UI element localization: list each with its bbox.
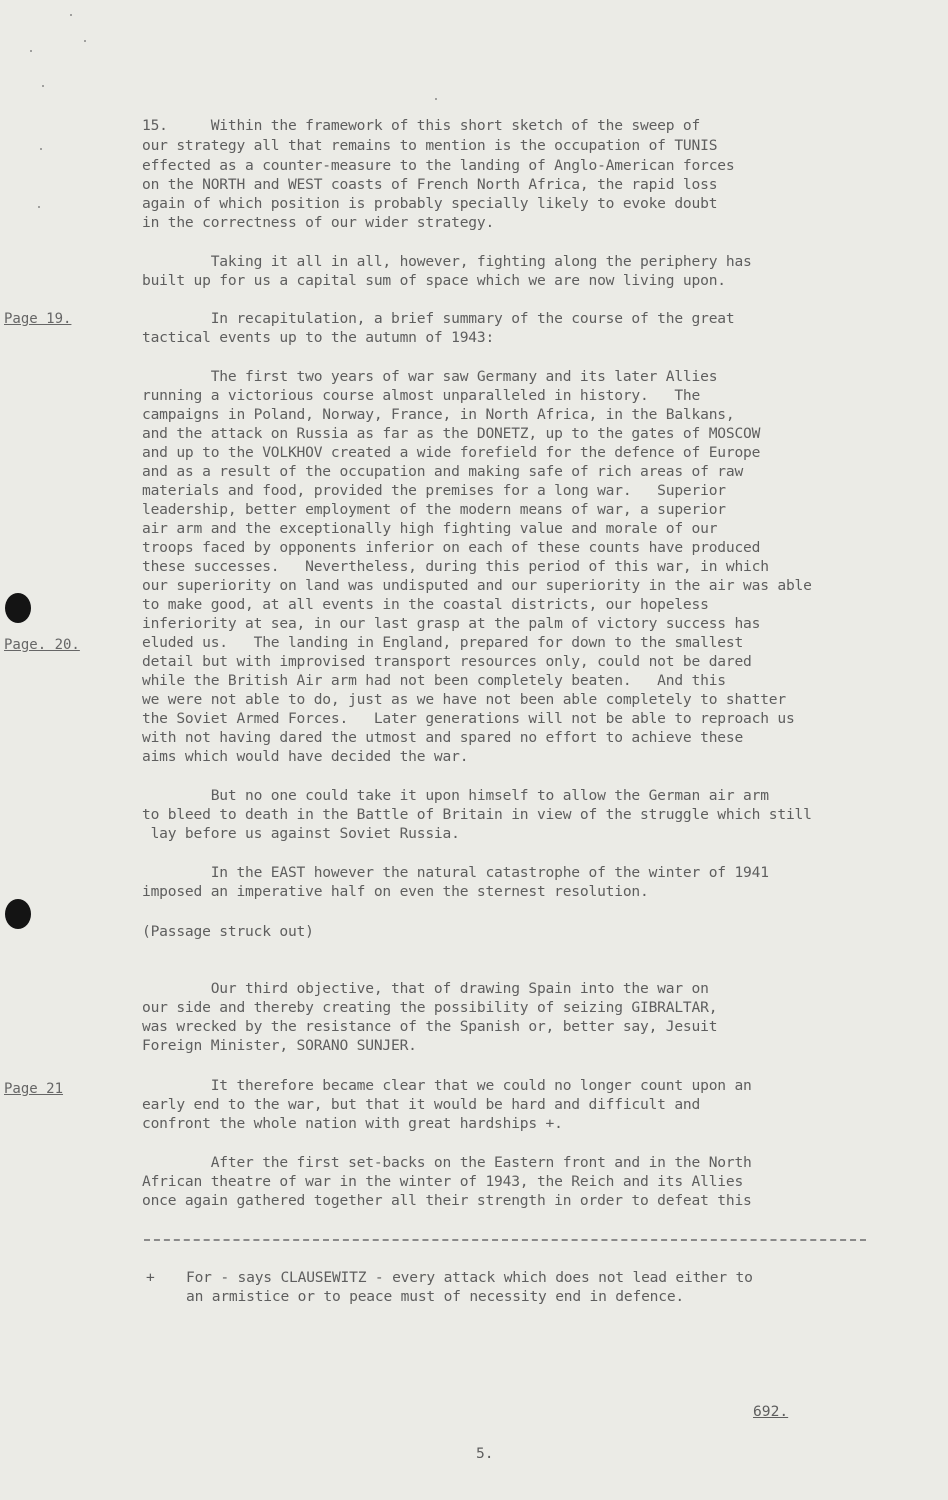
page-number: 5. [476,1445,494,1462]
text-line: these successes. Nevertheless, during this period of this war, in which [142,558,769,575]
text-line: and up to the VOLKHOV created a wide forefield for the defence of Europe [142,444,761,461]
margin-page-20: Page. 20. [4,637,80,653]
text-line: African theatre of war in the winter of 1943, the Reich and its Allies [142,1173,744,1190]
punch-hole-upper [5,593,31,623]
text-line: troops faced by opponents inferior on each of these counts have produced [142,539,761,556]
footnote-line: an armistice or to peace must of necessity end in defence. [186,1288,684,1305]
speck [40,148,42,150]
text-line: running a victorious course almost unparalleled in history. The [142,387,701,404]
text-line: detail but with improvised transport resources only, could not be dared [142,653,752,670]
text-line: we were not able to do, just as we have not been able completely to shatter [142,691,786,708]
text-line: In the EAST however the natural catastrophe of the winter of 1941 [142,864,769,881]
footnote-line: For - says CLAUSEWITZ - every attack which does not lead either to [186,1269,753,1286]
speck [435,98,437,100]
text-line: imposed an imperative half on even the sternest resolution. [142,883,649,900]
text-line: lay before us against Soviet Russia. [142,825,460,842]
text-line: the Soviet Armed Forces. Later generations will not be able to reproach us [142,710,795,727]
text-line: But no one could take it upon himself to allow the German air arm [142,787,769,804]
text-line: to make good, at all events in the coastal districts, our hopeless [142,596,709,613]
text-line: once again gathered together all their strength in order to defeat this [142,1192,752,1209]
text-line: to bleed to death in the Battle of Britain in view of the struggle which still [142,806,812,823]
text-line: and as a result of the occupation and making safe of rich areas of raw [142,463,744,480]
text-line: aims which would have decided the war. [142,748,469,765]
footnote-separator [144,1239,866,1241]
text-line: The first two years of war saw Germany and its later Allies [142,368,718,385]
speck [42,85,44,87]
text-line: on the NORTH and WEST coasts of French North Africa, the rapid loss [142,176,718,193]
footnote-mark: + [146,1269,155,1286]
text-line: It therefore became clear that we could no longer count upon an [142,1077,752,1094]
text-line: early end to the war, but that it would be hard and difficult and [142,1096,701,1113]
text-line: leadership, better employment of the modern means of war, a superior [142,501,726,518]
text-line: inferiority at sea, in our last grasp at the palm of victory success has [142,615,761,632]
text-line: campaigns in Poland, Norway, France, in North Africa, in the Balkans, [142,406,735,423]
text-line: and the attack on Russia as far as the DONETZ, up to the gates of MOSCOW [142,425,761,442]
text-line: Our third objective, that of drawing Spain into the war on [142,980,709,997]
text-line: materials and food, provided the premises for a long war. Superior [142,482,726,499]
text-line: effected as a counter-measure to the landing of Anglo-American forces [142,157,735,174]
text-line: Taking it all in all, however, fighting along the periphery has [142,253,752,270]
text-line: air arm and the exceptionally high fighting value and morale of our [142,520,718,537]
margin-page-19: Page 19. [4,311,72,327]
text-line: our superiority on land was undisputed and our superiority in the air was able [142,577,812,594]
text-line: 15. Within the framework of this short sketch of the sweep of [142,117,701,134]
text-line: confront the whole nation with great hardships +. [142,1115,563,1132]
document-number: 692. [753,1403,789,1420]
struck-out-note: (Passage struck out) [142,923,314,940]
text-line: our strategy all that remains to mention is the occupation of TUNIS [142,137,718,154]
text-line: while the British Air arm had not been completely beaten. And this [142,672,726,689]
margin-page-21: Page 21 [4,1081,64,1097]
text-line: Foreign Minister, SORANO SUNJER. [142,1037,417,1054]
speck [84,40,86,42]
speck [70,14,72,16]
speck [38,206,40,208]
text-line: in the correctness of our wider strategy. [142,214,495,231]
text-line: built up for us a capital sum of space which we are now living upon. [142,272,726,289]
text-line: our side and thereby creating the possibility of seizing GIBRALTAR, [142,999,718,1016]
text-line: After the first set-backs on the Eastern front and in the North [142,1154,752,1171]
text-line: again of which position is probably specially likely to evoke doubt [142,195,718,212]
text-line: was wrecked by the resistance of the Spanish or, better say, Jesuit [142,1018,718,1035]
punch-hole-lower [5,899,31,929]
text-line: eluded us. The landing in England, prepared for down to the smallest [142,634,744,651]
text-line: In recapitulation, a brief summary of the course of the great [142,310,735,327]
text-line: with not having dared the utmost and spared no effort to achieve these [142,729,744,746]
text-line: tactical events up to the autumn of 1943: [142,329,495,346]
speck [30,50,32,52]
